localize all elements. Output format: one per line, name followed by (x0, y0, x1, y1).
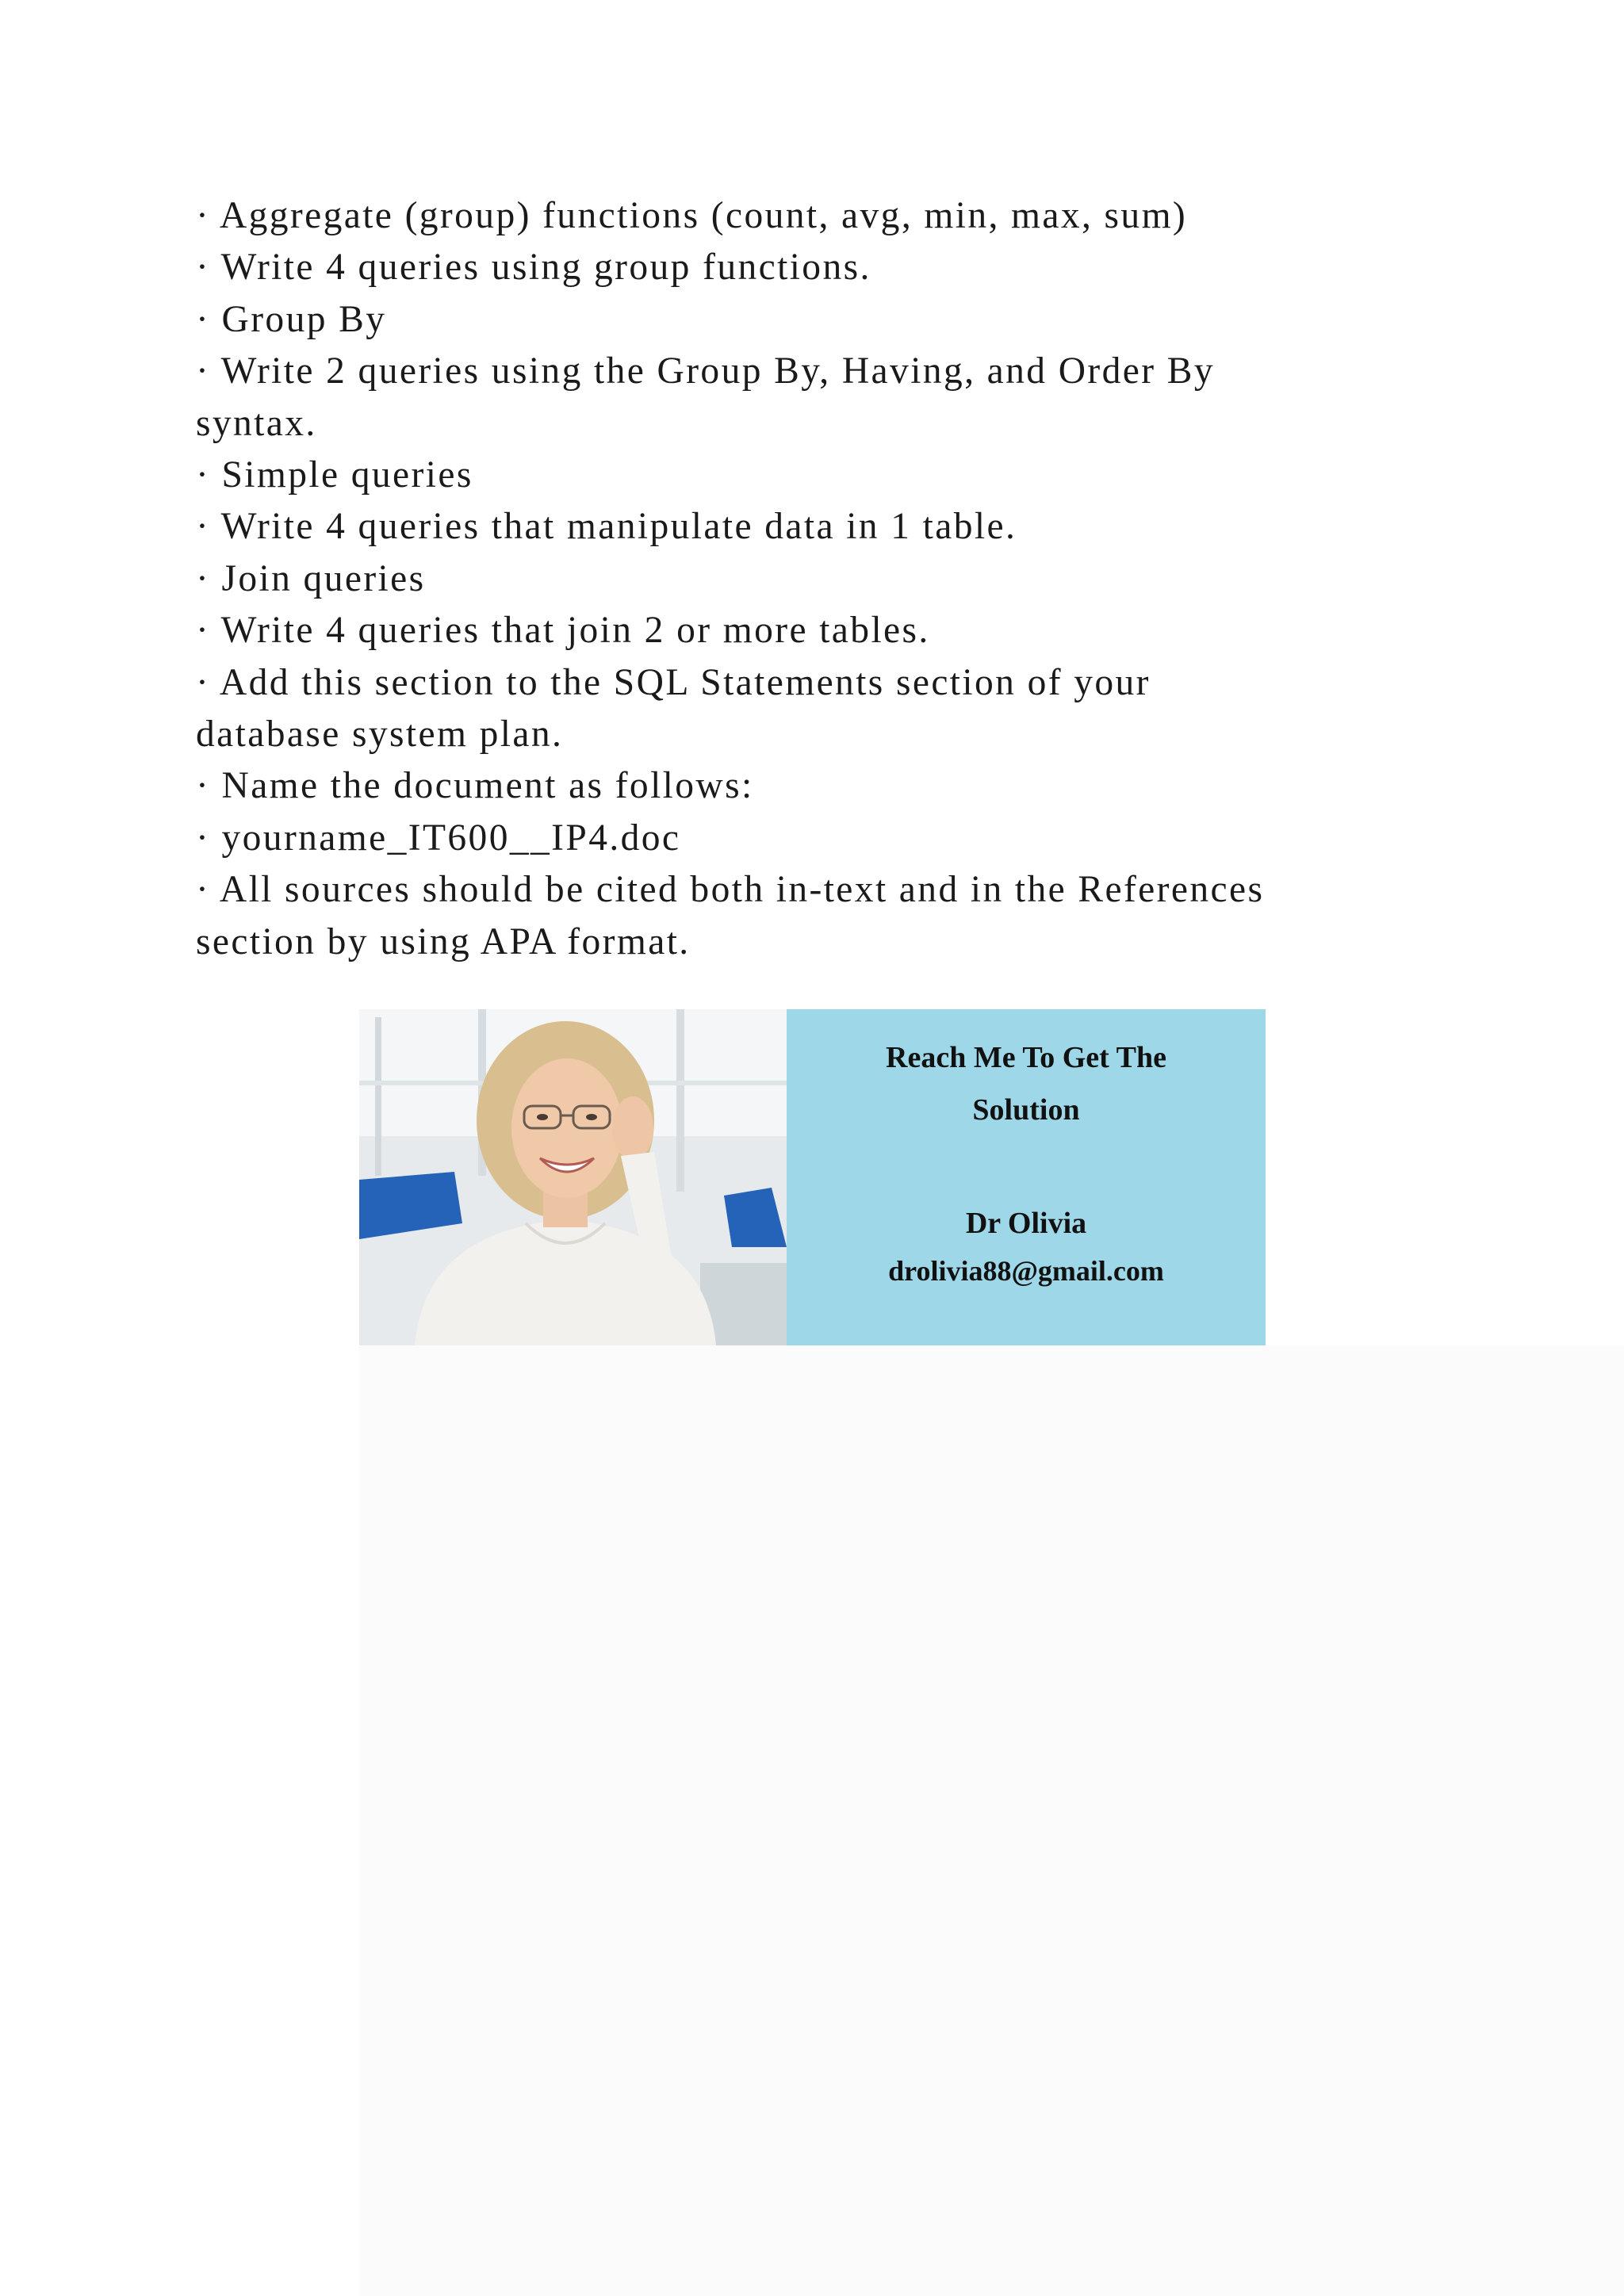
banner-headline-line: Reach Me To Get The (886, 1041, 1166, 1074)
text-line: · Join queries (196, 557, 426, 599)
page-shade (359, 1345, 1624, 2296)
text-line: · Write 2 queries using the Group By, Having, and Order By (196, 350, 1215, 392)
woman-photo (359, 1009, 787, 1345)
contact-panel (787, 1009, 1266, 1345)
banner-headline (787, 1031, 1266, 1136)
text-line: · Group By (196, 298, 387, 340)
text-line: syntax. (196, 402, 317, 444)
contact-name: Dr Olivia (965, 1207, 1087, 1240)
contact-email: drolivia88@gmail.com (888, 1255, 1164, 1287)
text-line: section by using APA format. (196, 920, 691, 962)
text-line: · Name the document as follows: (196, 765, 754, 807)
text-line: · yourname_IT600__IP4.doc (196, 817, 681, 859)
banner-headline-line: Solution (972, 1093, 1080, 1127)
text-line: · Write 4 queries that manipulate data in 1 table. (196, 506, 1017, 548)
contact-banner (359, 1009, 1266, 1345)
text-line: · All sources should be cited both in-text and in the References (196, 869, 1265, 911)
text-line: · Add this section to the SQL Statements section of your (196, 661, 1151, 703)
text-line: · Write 4 queries using group functions. (196, 247, 871, 289)
text-line: database system plan. (196, 714, 564, 756)
text-line: · Aggregate (group) functions (count, avg, min, max, sum) (196, 195, 1188, 236)
text-line: · Simple queries (196, 454, 473, 496)
text-line: · Write 4 queries that join 2 or more tables. (196, 610, 930, 652)
instructions-text (196, 190, 1433, 968)
